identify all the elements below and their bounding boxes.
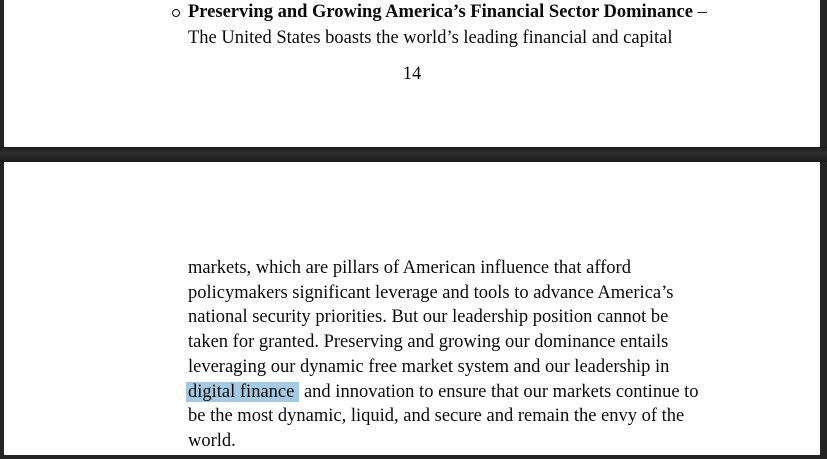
paragraph-line: be the most dynamic, liquid, and secure and remain the envy of the <box>188 406 685 427</box>
section-heading-bold-text: Preserving and Growing America’s Financial Sector Dominance <box>188 2 693 22</box>
section-heading-line <box>188 0 707 25</box>
paragraph-block <box>188 256 748 454</box>
body-text-line: The United States boasts the world’s leading financial and capital <box>188 28 673 48</box>
paragraph-line: leveraging our dynamic free market system and our leadership in <box>188 356 670 377</box>
paragraph-line: policymakers significant leverage and tools to advance America’s <box>188 282 674 303</box>
pdf-page-15-top <box>4 162 820 455</box>
paragraph-line-remainder: and innovation to ensure that our markets continue to <box>299 381 699 402</box>
page-separator <box>0 147 827 162</box>
paragraph-line-with-selection <box>188 380 748 405</box>
pdf-page-14-bottom <box>4 0 820 147</box>
text-selection-highlight[interactable]: digital finance <box>186 382 299 402</box>
paragraph-line: taken for granted. Preserving and growing our dominance entails <box>188 332 669 353</box>
paragraph-line: markets, which are pillars of American influence that afford <box>188 258 631 278</box>
paragraph-line: world. <box>188 430 236 451</box>
bullet-circle-icon <box>172 9 180 17</box>
section-heading-dash: – <box>692 2 707 22</box>
paragraph-line: national security priorities. But our leadership position cannot be <box>188 307 669 328</box>
page-number: 14 <box>402 64 422 84</box>
